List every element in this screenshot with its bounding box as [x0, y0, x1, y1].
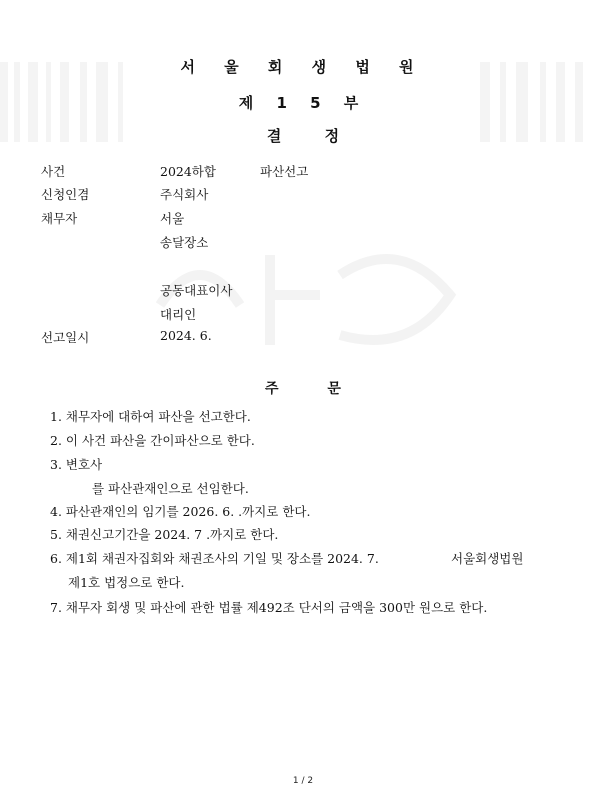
case-type: 파산선고 [260, 164, 309, 179]
order-item: 3. 변호사 [50, 457, 103, 472]
debtor-service-address: 송달장소 [160, 235, 209, 250]
applicant-label: 신청인겸 [41, 187, 90, 202]
order-item: 7. 채무자 회생 및 파산에 관한 법률 제492조 단서의 금액을 300만 원으로 한다. [50, 600, 488, 615]
applicant-value: 주식회사 [160, 187, 209, 202]
order-item: 4. 파산관재인의 임기를 2026. 6. .까지로 한다. [50, 504, 311, 519]
order-item: 6. 제1회 채권자집회와 채권조사의 기일 및 장소를 2024. 7. [50, 551, 379, 566]
page-number: 1 / 2 [292, 776, 314, 786]
order-title: 주 문 [265, 381, 341, 397]
order-item: 5. 채권신고기간을 2024. 7 .까지로 한다. [50, 527, 279, 542]
date-label: 선고일시 [41, 330, 90, 345]
court-name: 서 울 회 생 법 원 [180, 58, 426, 76]
debtor-label: 채무자 [41, 211, 78, 226]
case-number: 2024하합 [160, 164, 216, 179]
debtor-address: 서울 [160, 211, 185, 226]
debtor-representative: 공동대표이사 [160, 283, 233, 298]
document-type: 결 정 [266, 127, 340, 145]
order-item-continuation: 를 파산관재인으로 선임한다. [92, 481, 249, 496]
case-label: 사건 [41, 164, 66, 179]
order-item-location: 서울회생법원 [451, 551, 524, 566]
division-name: 제 1 5 부 [238, 94, 368, 112]
order-item: 1. 채무자에 대하여 파산을 선고한다. [50, 409, 251, 424]
order-item: 2. 이 사건 파산을 간이파산으로 한다. [50, 433, 255, 448]
debtor-agent: 대리인 [160, 307, 197, 322]
order-item-continuation: 제1호 법정으로 한다. [68, 575, 185, 590]
date-value: 2024. 6. [160, 328, 212, 343]
